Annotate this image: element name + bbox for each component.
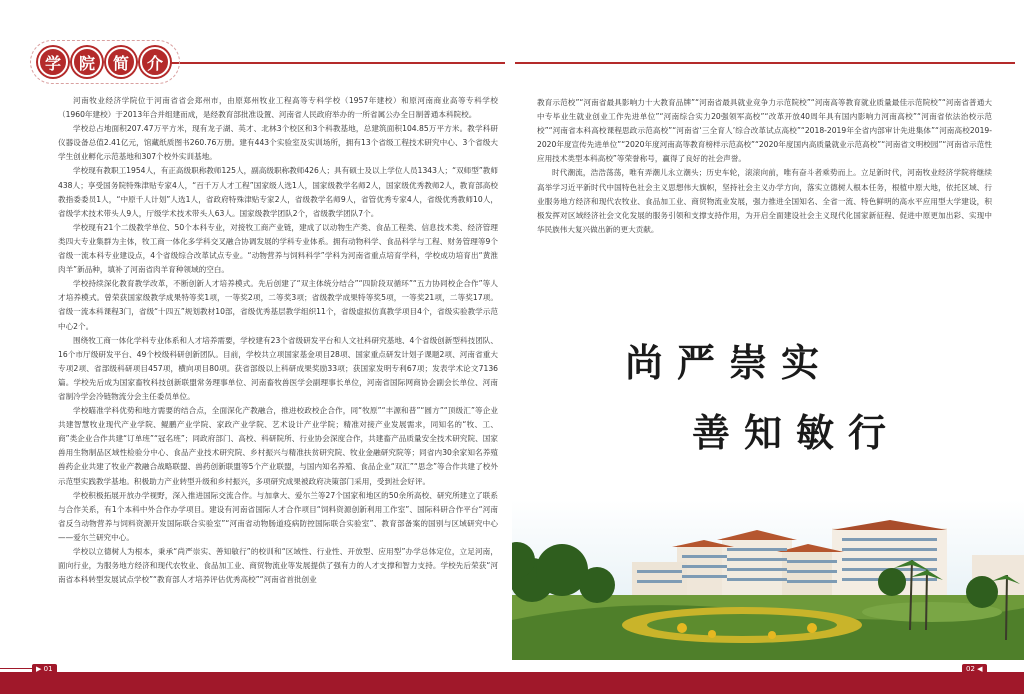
header-rule-left [160,62,505,64]
paragraph: 学校以立德树人为根本，秉承“尚严崇实、善知敏行”的校训和“区域性、行业性、开放型、应用型”办学总体定位，立足河南，面向行业，为服务地方经济和现代农牧业、食品加工业、商贸物流业等发展提供了强有力的人才支撑和智力支持。学校先后荣获“河南省本科转型发展试点学校”“教育部人才培养评估优秀高校”“河南省首批创业 [58,547,498,585]
header-rule-right [515,62,1015,64]
paragraph: 河南牧业经济学院位于河南省省会郑州市，由原郑州牧业工程高等专科学校（1957年建校）和原河南商业高等专科学校（1960年建校）于2013年合并组建而成，是经教育部批准设置、河南省人民政府举办的一所省属公办全日制普通本科院校。 [58,96,498,120]
paragraph: 学校持续深化教育教学改革，不断创新人才培养模式。先后创建了“双主体统分结合”“四阶段双循环”“五力协同校企合作”等人才培养模式。曾荣获国家级教学成果特等奖1项，一等奖2项，二等奖3项；省级教学成果特等奖5项，一等奖21项，二等奖17项。省级一流本科课程3门，省级“十四五”规划教材10部，省级优秀基层教学组织11个，省级虚拟仿真教学项目4个，省级实验教学示范中心2个。 [58,279,498,331]
campus-illustration [512,500,1024,660]
page-number-right: 02 ◀ [962,664,987,674]
motto-line-1: 尚严崇实 [625,340,834,385]
paragraph: 学校瞄准学科优势和地方需要的结合点，全面深化产教融合，推进校政校企合作，同“牧原”“丰源和普”“圆方”“顶级汇”等企业共建智慧牧业现代产业学院、鲲鹏产业学院、家政产业学院、艺术设计产业学院；精准对接产业发展需求，同知名的“牧、工、商”类企业合作共建“订单班”“冠名班”；同政府部门、高校、科研院所、行业协会深度合作，共建畜产品质量安全技术研究院、国家兽用生物制品区域性检验分中心、食品产业技术研究院、乡村振兴与精准扶贫研究院、牧业金融研究院等；同省内30余家知名养殖兽药企业共建了牧业产教融合战略联盟、兽药创新联盟等5个产业联盟，与国内知名养殖、食品企业“双汇”“思念”等合作共建了校外示范型实践教学基地。积极助力产业转型升级和乡村振兴，多项研究成果被政府决策部门采用，受到社会好评。 [58,406,498,486]
title-char: 院 [72,47,102,77]
title-char: 简 [106,47,136,77]
page-rule [0,668,32,669]
paragraph: 学校积极拓展开放办学视野，深入推进国际交流合作。与加拿大、爱尔兰等27个国家和地区的50余所高校、研究所建立了联系与合作关系，有1个本科中外合作办学项目。建设有河南省国际人才合作项目“饲料资源创新利用工作室”、国际科研合作平台“河南省反刍动物营养与饲料资源开发国际联合实验室”“河南省动物肠道疫病防控国际联合实验室”、教育部备案的国别与区域研究中心——爱尔兰研究中心。 [58,490,498,542]
paragraph: 教育示范校”“河南省最具影响力十大教育品牌”“河南省最具就业竞争力示范院校”“河南高等教育就业质量最佳示范院校”“河南省普通大中专毕业生就业创业工作先进单位”“河南综合实力20强领军高校”“改革开放40周年具有国内影响力河南高校”“河南省依法治校示范校”“河南省本科高校课程思政示范高校”“河南省‘三全育人’综合改革试点高校”“2018-2019年全省内部审计先进集体”“河南高校2019-2020年度宣传先进单位”“2020年度河南高等教育榜样示范高校”“2020年度国内高质量就业示范高校”“河南省文明校园”“河南省示范性应用技术类型本科高校”等荣誉称号，赢得了良好的社会声誉。 [537,98,992,164]
paragraph: 学校现有21个二级教学单位、50个本科专业，对接牧工商产业链，建成了以动物生产类、食品工程类、信息技术类、经济管理类四大专业集群为主体，牧工商一体化多学科交叉融合协调发展的学科专业体系。拥有动物科学、食品科学与工程、财务管理等9个省级一流本科专业建设点，4个省级综合改革试点专业。“动物营养与饲料科学”学科为河南省重点培育学科，学校成功培育出“黄淮肉羊”新品种，填补了河南省肉羊育种领域的空白。 [58,222,498,275]
paragraph: 学校总占地面积207.47万平方米，现有龙子湖、英才、北林3个校区和3个科教基地，总建筑面积104.85万平方米。教学科研仪器设备总值2.41亿元，馆藏纸质图书260.76万册。建有443个实验室及实训场所，拥有13个省级工程技术研究中心、3个省级大学生创业孵化示范基地和307个校外实训基地。 [58,124,498,162]
footer-stripe [0,661,1024,672]
paragraph: 学校现有教职工1954人，有正高级职称教师125人，副高级职称教师426人；具有硕士及以上学位人员1343人；“双师型”教师438人；享受国务院特殊津贴专家4人，“百千万人才工程”国家级人选1人，国家级教学名师2人，国家级优秀教师2人，教育部高校教指委委员1人，“中原千人计划”人选1人，省政府特殊津贴专家2人，省级教学名师9人，省管优秀专家4人，省级优秀教师10人，省级学术技术带头人9人，厅级学术技术带头人63人。国家级教学团队2个，省级教学团队7个。 [58,166,498,218]
title-char: 学 [38,47,68,77]
footer-bar [0,672,1024,694]
paragraph: 时代潮流，浩浩荡荡，唯有弄潮儿永立潮头；历史车轮，滚滚向前，唯有奋斗者乘势而上。立足新时代，河南牧业经济学院将继续高举学习近平新时代中国特色社会主义思想伟大旗帜，坚持社会主义办学方向，落实立德树人根本任务，根植中原大地，依托区域、行业服务地方经济和现代农牧业、食品加工业、商贸物流业发展，强力推进全国知名、全省一流、特色鲜明的高水平应用型大学建设，积极发挥对区域经济社会文化发展的服务引领和支撑支持作用，为开启全面建设社会主义现代化国家新征程、促进中原更加出彩、实现中华民族伟大复兴做出新的更大贡献。 [537,168,992,234]
title-char: 介 [140,47,170,77]
campus-photo [512,500,1024,660]
motto-line-2: 善知敏行 [692,410,901,455]
section-title [30,40,180,84]
page-number-left: ▶ 01 [32,664,57,674]
paragraph: 围绕牧工商一体化学科专业体系和人才培养需要，学校建有23个省级研发平台和人文社科研究基地、4个省级创新型科技团队、16个市厅级研发平台、49个校级科研创新团队。目前，学校共立项国家基金项目28项、国家重点研发计划子课题2项、河南省重大专项2项、省部级科研项目457项，横向项目80项。获省部级以上科研成果奖励33项；获国家发明专利67项；发表学术论文7136篇。学校先后成为国家畜牧科技创新联盟常务理事单位、河南畜牧兽医学会副理事长单位，河南省国际网商协会副会长单位、河南省制冷学会冷链物流分会主任委员单位。 [58,335,498,401]
right-column-text [537,96,992,237]
page-number-left-text: 01 [43,665,53,673]
page-number-right-text: 02 [966,665,975,673]
left-column-text [58,94,498,587]
